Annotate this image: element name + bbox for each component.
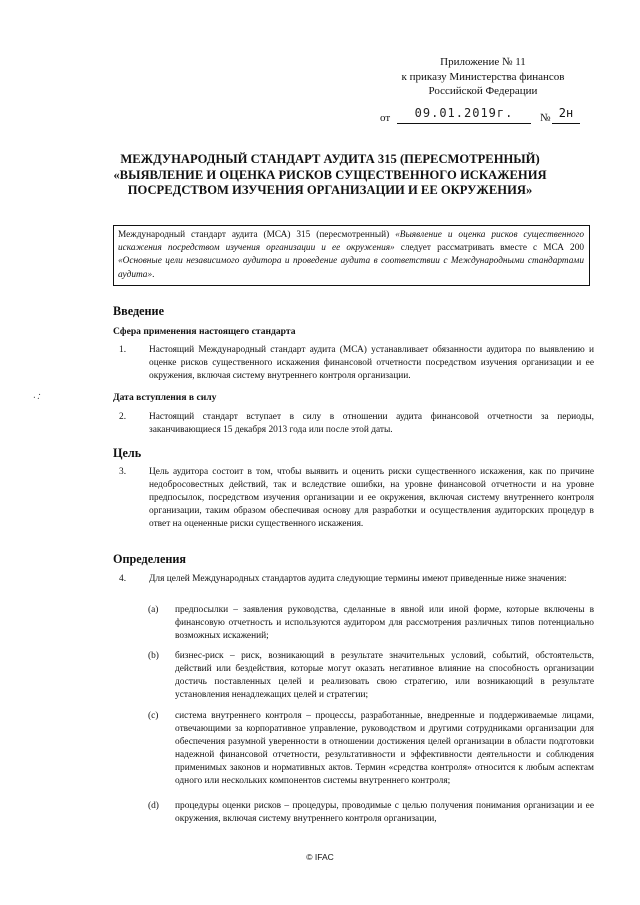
definition-text: бизнес-риск – риск, возникающий в результате значительных условий, событий, обстоятельств, действий или бездействия, которые могут оказать негативное влияние на способность организации достичь поставленных целей и реализовать свою стратегию, или возникающий в результате установления ненадлежащих целей и стратегии; (175, 651, 594, 700)
order-date: 09.01.2019г. (397, 105, 531, 124)
order-number: 2н (552, 105, 580, 124)
definition-label: (c) (148, 711, 159, 721)
number-label: № (540, 112, 551, 124)
paragraph-text: Настоящий стандарт вступает в силу в отношении аудита финансовой отчетности за периоды, заканчивающиеся 15 декабря 2013 года или после этой даты. (149, 412, 594, 435)
appendix-number: Приложение № 11 (440, 56, 526, 68)
definition-label: (a) (148, 605, 159, 615)
federation-name: Российской Федерации (428, 85, 538, 98)
definition-b (148, 650, 594, 702)
definition-label: (d) (148, 801, 159, 811)
intro-box (113, 225, 590, 286)
heading-effective-date: Дата вступления в силу (113, 392, 217, 403)
copyright-footer: © IFAC (306, 852, 334, 862)
paragraph-text: Цель аудитора состоит в том, чтобы выявить и оценить риски существенного искажения, как по причине недобросовестных действий, так и вследствие ошибки, на уровне финансовой отчетности и на уровне предпосылок, посредством изучения организации и ее окружения, включая систему внутреннего контроля организации, таким образом обеспечивая основу для разработки и осуществления аудиторских процедур в ответ на оцененные риски существенного искажения. (149, 467, 594, 529)
definition-label: (b) (148, 651, 159, 661)
definition-text: система внутреннего контроля – процессы, разработанные, внедренные и поддерживаемые лицами, отвечающими за корпоративное управление, руководством и другими сотрудниками организации для обеспечения разумной уверенности в отношении достижения целей организации в области подготовки надежной финансовой отчетности, результативности и эффективности деятельности и соблюдения применимых законов и нормативных актов. Термин «средства контроля» относится к любым аспектам одного или нескольких компонентов системы внутреннего контроля; (175, 711, 594, 786)
title-line-2: «ВЫЯВЛЕНИЕ И ОЦЕНКА РИСКОВ СУЩЕСТВЕННОГО ИСКАЖЕНИЯ (113, 167, 547, 182)
paragraph-3 (119, 466, 594, 531)
paragraph-number: 4. (119, 574, 127, 584)
heading-objective: Цель (113, 446, 142, 460)
paragraph-number: 2. (119, 412, 127, 422)
intro-text-4: «Основные цели независимого аудитора и проведение аудита в соответствии с Международными стандартами аудита» (118, 256, 584, 280)
definition-text: процедуры оценки рисков – процедуры, проводимые с целью получения понимания организации и ее окружения, включая систему внутреннего контроля организации, (175, 801, 594, 824)
paragraph-text: Для целей Международных стандартов аудита следующие термины имеют приведенные ниже значения: (149, 574, 567, 584)
heading-scope: Сфера применения настоящего стандарта (113, 326, 296, 337)
definition-a (148, 604, 594, 643)
from-label: от (380, 112, 391, 124)
definition-c (148, 710, 594, 788)
paragraph-4 (119, 573, 594, 586)
heading-definitions: Определения (113, 552, 186, 566)
definition-d (148, 800, 594, 826)
document-title (80, 152, 580, 199)
intro-text-3: следует рассматривать вместе с МСА 200 (394, 243, 584, 254)
intro-text-2: «Выявление и оценка рисков существенного искажения посредством изучения организации и ее окружения» (118, 230, 585, 254)
paragraph-number: 3. (119, 467, 127, 477)
paragraph-text: Настоящий Международный стандарт аудита (МСА) устанавливает обязанности аудитора по выявлению и оценке рисков существенного искажения финансовой отчетности посредством изучения организации и ее окружения, включая систему внутреннего контроля организации. (149, 345, 594, 381)
definition-text: предпосылки – заявления руководства, сделанные в явной или иной форме, которые включены в финансовую отчетность и используются аудитором для рассмотрения различных типов потенциально возможных искажений; (175, 605, 594, 641)
order-date-number (380, 106, 580, 125)
order-reference: к приказу Министерства финансов (401, 70, 565, 83)
heading-introduction: Введение (113, 304, 164, 318)
title-line-1: МЕЖДУНАРОДНЫЙ СТАНДАРТ АУДИТА 315 (ПЕРЕСМОТРЕННЫЙ) (120, 152, 540, 166)
intro-text-5: . (152, 269, 155, 280)
title-line-3: ПОСРЕДСТВОМ ИЗУЧЕНИЯ ОРГАНИЗАЦИИ И ЕЕ ОКРУЖЕНИЯ» (127, 183, 533, 198)
margin-mark: ·.· (30, 389, 45, 404)
paragraph-number: 1. (119, 345, 127, 355)
appendix-header (383, 55, 583, 99)
intro-text-1: Международный стандарт аудита (МСА) 315 (пересмотренный) (118, 230, 396, 240)
paragraph-2 (119, 411, 594, 437)
paragraph-1 (119, 344, 594, 383)
